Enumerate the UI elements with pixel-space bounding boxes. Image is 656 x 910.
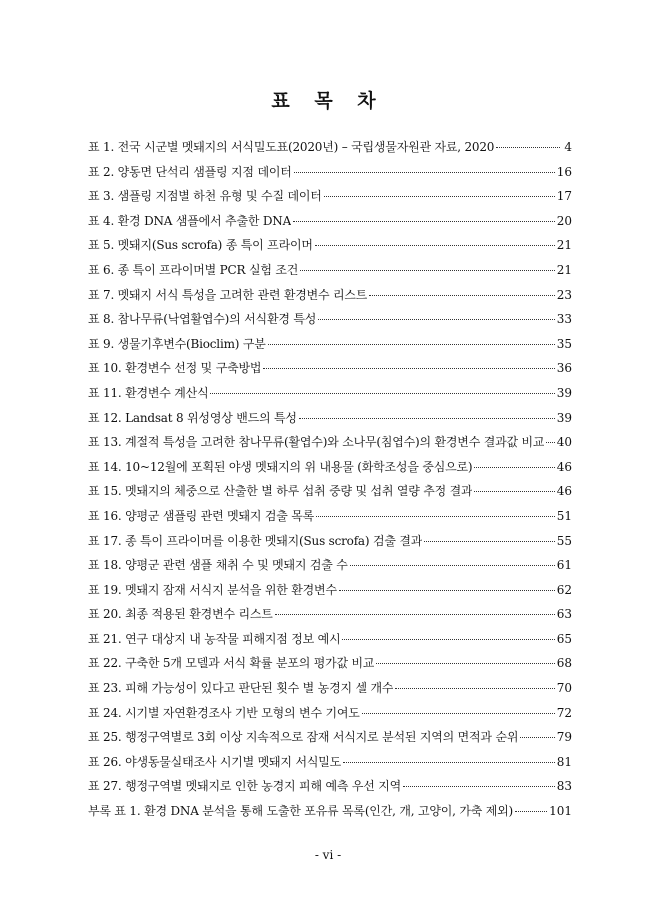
toc-entry-page-number: 21 bbox=[556, 238, 572, 253]
toc-entry-page-number: 72 bbox=[556, 705, 572, 720]
toc-entry-page-number: 35 bbox=[556, 336, 572, 351]
toc-entry-label: 표 12. Landsat 8 위성영상 밴드의 특성 bbox=[88, 410, 297, 425]
toc-entry-label: 표 8. 참나무류(낙엽활엽수)의 서식환경 특성 bbox=[88, 312, 317, 327]
toc-entry-label: 표 2. 양동면 단석리 샘플링 지점 데이터 bbox=[88, 164, 292, 179]
toc-entry-label: 표 11. 환경변수 계산식 bbox=[88, 385, 209, 400]
toc-entry-label: 표 4. 환경 DNA 샘플에서 추출한 DNA bbox=[88, 213, 292, 228]
toc-entry[interactable] bbox=[88, 704, 572, 729]
toc-entry-page-number: 55 bbox=[556, 533, 572, 548]
toc-dot-leader bbox=[268, 344, 555, 345]
toc-entry-page-number: 36 bbox=[556, 361, 572, 376]
toc-entry-label: 표 23. 피해 가능성이 있다고 판단된 횟수 별 농경지 셀 개수 bbox=[88, 681, 394, 696]
toc-entry-page-number: 81 bbox=[556, 754, 572, 769]
page-title: 표 목 차 bbox=[271, 90, 385, 112]
toc-entry[interactable] bbox=[88, 163, 572, 188]
toc-entry-label: 표 9. 생물기후변수(Bioclim) 구분 bbox=[88, 336, 266, 351]
toc-entry[interactable] bbox=[88, 261, 572, 286]
toc-entry[interactable] bbox=[88, 433, 572, 458]
toc-entry-page-number: 62 bbox=[556, 582, 572, 597]
toc-dot-leader bbox=[275, 614, 555, 615]
toc-entry[interactable] bbox=[88, 409, 572, 434]
toc-entry[interactable] bbox=[88, 458, 572, 483]
toc-dot-leader bbox=[324, 196, 555, 197]
toc-entry-label: 표 22. 구축한 5개 모델과 서식 확률 분포의 평가값 비교 bbox=[88, 656, 375, 671]
toc-entry-label: 표 6. 종 특이 프라이머별 PCR 실험 조건 bbox=[88, 262, 299, 277]
toc-entry-page-number: 16 bbox=[556, 164, 572, 179]
toc-dot-leader bbox=[474, 491, 554, 492]
toc-dot-leader bbox=[376, 663, 554, 664]
toc-entry-page-number: 23 bbox=[556, 287, 572, 302]
toc-entry-label: 표 3. 샘플링 지점별 하천 유형 및 수질 데이터 bbox=[88, 189, 322, 204]
toc-dot-leader bbox=[369, 295, 555, 296]
toc-dot-leader bbox=[293, 221, 555, 222]
toc-dot-leader bbox=[403, 786, 555, 787]
toc-dot-leader bbox=[210, 393, 554, 394]
toc-dot-leader bbox=[343, 762, 555, 763]
toc-entry-page-number: 101 bbox=[549, 804, 572, 819]
table-of-contents-list bbox=[88, 138, 572, 827]
toc-dot-leader bbox=[474, 467, 554, 468]
toc-entry-label: 표 27. 행정구역별 멧돼지로 인한 농경지 피해 예측 우선 지역 bbox=[88, 779, 402, 794]
toc-dot-leader bbox=[300, 270, 555, 271]
toc-entry-page-number: 39 bbox=[556, 385, 572, 400]
toc-entry-label: 표 25. 행정구역별로 3회 이상 지속적으로 잠재 서식지로 분석된 지역의 면적과 순위 bbox=[88, 730, 519, 745]
toc-entry[interactable] bbox=[88, 384, 572, 409]
toc-entry[interactable] bbox=[88, 286, 572, 311]
toc-dot-leader bbox=[395, 688, 554, 689]
toc-entry-label: 표 16. 양평군 샘플링 관련 멧돼지 검출 목록 bbox=[88, 508, 315, 523]
toc-entry-label: 표 20. 최종 적용된 환경변수 리스트 bbox=[88, 607, 273, 622]
toc-dot-leader bbox=[316, 516, 555, 517]
toc-entry-page-number: 65 bbox=[556, 631, 572, 646]
toc-entry-label: 표 21. 연구 대상지 내 농작물 피해지점 정보 예시 bbox=[88, 631, 341, 646]
toc-entry[interactable] bbox=[88, 507, 572, 532]
toc-dot-leader bbox=[294, 172, 555, 173]
toc-entry-label: 표 7. 멧돼지 서식 특성을 고려한 관련 환경변수 리스트 bbox=[88, 287, 368, 302]
toc-entry[interactable] bbox=[88, 556, 572, 581]
toc-dot-leader bbox=[315, 245, 555, 246]
toc-dot-leader bbox=[299, 418, 555, 419]
toc-entry-label: 표 17. 종 특이 프라이머를 이용한 멧돼지(Sus scrofa) 검출 결과 bbox=[88, 533, 423, 548]
toc-entry-page-number: 33 bbox=[556, 312, 572, 327]
toc-entry-label: 표 19. 멧돼지 잠재 서식지 분석을 위한 환경변수 bbox=[88, 582, 337, 597]
toc-entry-page-number: 4 bbox=[564, 140, 572, 154]
toc-entry-page-number: 46 bbox=[556, 459, 572, 474]
toc-entry-page-number: 68 bbox=[556, 656, 572, 671]
toc-entry[interactable] bbox=[88, 359, 572, 384]
toc-entry[interactable] bbox=[88, 212, 572, 237]
toc-entry[interactable] bbox=[88, 605, 572, 630]
toc-entry-page-number: 83 bbox=[556, 779, 572, 794]
toc-entry[interactable] bbox=[88, 482, 572, 507]
toc-entry[interactable] bbox=[88, 335, 572, 360]
toc-dot-leader bbox=[424, 541, 555, 542]
toc-entry[interactable] bbox=[88, 581, 572, 606]
toc-dot-leader bbox=[350, 565, 555, 566]
toc-entry[interactable] bbox=[88, 630, 572, 655]
toc-entry-label: 표 14. 10~12월에 포획된 야생 멧돼지의 위 내용물 (화학조성을 중심으로) bbox=[88, 459, 473, 474]
toc-entry[interactable] bbox=[88, 310, 572, 335]
toc-entry-label: 표 5. 멧돼지(Sus scrofa) 종 특이 프라이머 bbox=[88, 238, 313, 253]
toc-entry-label: 표 18. 양평군 관련 샘플 채취 수 및 멧돼지 검출 수 bbox=[88, 558, 348, 573]
toc-entry-page-number: 20 bbox=[556, 213, 572, 228]
toc-entry-page-number: 21 bbox=[556, 262, 572, 277]
toc-entry-label: 표 13. 계절적 특성을 고려한 참나무류(활엽수)와 소나무(침엽수)의 환경변수 결과값 비교 bbox=[88, 435, 545, 450]
toc-entry-label: 표 24. 시기별 자연환경조사 기반 모형의 변수 기여도 bbox=[88, 705, 360, 720]
toc-entry-label: 표 26. 야생동물실태조사 시기별 멧돼지 서식밀도 bbox=[88, 754, 342, 769]
toc-entry[interactable] bbox=[88, 679, 572, 704]
toc-entry-page-number: 70 bbox=[556, 681, 572, 696]
page-number-footer: - vi - bbox=[314, 848, 342, 862]
toc-dot-leader bbox=[318, 319, 555, 320]
toc-dot-leader bbox=[496, 147, 560, 148]
toc-entry[interactable] bbox=[88, 777, 572, 802]
toc-entry-page-number: 79 bbox=[556, 730, 572, 745]
toc-entry-page-number: 51 bbox=[556, 508, 572, 523]
toc-dot-leader bbox=[546, 442, 554, 443]
toc-entry-page-number: 40 bbox=[556, 435, 572, 450]
toc-dot-leader bbox=[342, 639, 554, 640]
toc-entry[interactable] bbox=[88, 187, 572, 212]
toc-entry[interactable] bbox=[88, 802, 572, 827]
toc-entry-label: 부록 표 1. 환경 DNA 분석을 통해 도출한 포유류 목록(인간, 개, 고양이, 가축 제외) bbox=[88, 804, 514, 819]
toc-dot-leader bbox=[339, 590, 555, 591]
toc-entry-page-number: 17 bbox=[556, 189, 572, 204]
toc-entry[interactable] bbox=[88, 753, 572, 778]
toc-entry[interactable] bbox=[88, 532, 572, 557]
toc-entry[interactable] bbox=[88, 654, 572, 679]
toc-dot-leader bbox=[515, 811, 547, 812]
toc-dot-leader bbox=[362, 713, 555, 714]
toc-entry-page-number: 63 bbox=[556, 607, 572, 622]
toc-entry[interactable] bbox=[88, 138, 572, 163]
toc-entry[interactable] bbox=[88, 728, 572, 753]
toc-entry-page-number: 46 bbox=[556, 484, 572, 499]
toc-entry-label: 표 10. 환경변수 선정 및 구축방법 bbox=[88, 361, 262, 376]
toc-dot-leader bbox=[520, 737, 554, 738]
toc-entry-page-number: 61 bbox=[556, 558, 572, 573]
toc-dot-leader bbox=[263, 368, 554, 369]
toc-entry-label: 표 15. 멧돼지의 체중으로 산출한 별 하루 섭취 중량 및 섭취 열량 추정 결과 bbox=[88, 484, 473, 499]
toc-entry-label: 표 1. 전국 시군별 멧돼지의 서식밀도표(2020년) – 국립생물자원관 자료, 2020 bbox=[88, 140, 495, 154]
toc-entry-page-number: 39 bbox=[556, 410, 572, 425]
toc-entry[interactable] bbox=[88, 236, 572, 261]
